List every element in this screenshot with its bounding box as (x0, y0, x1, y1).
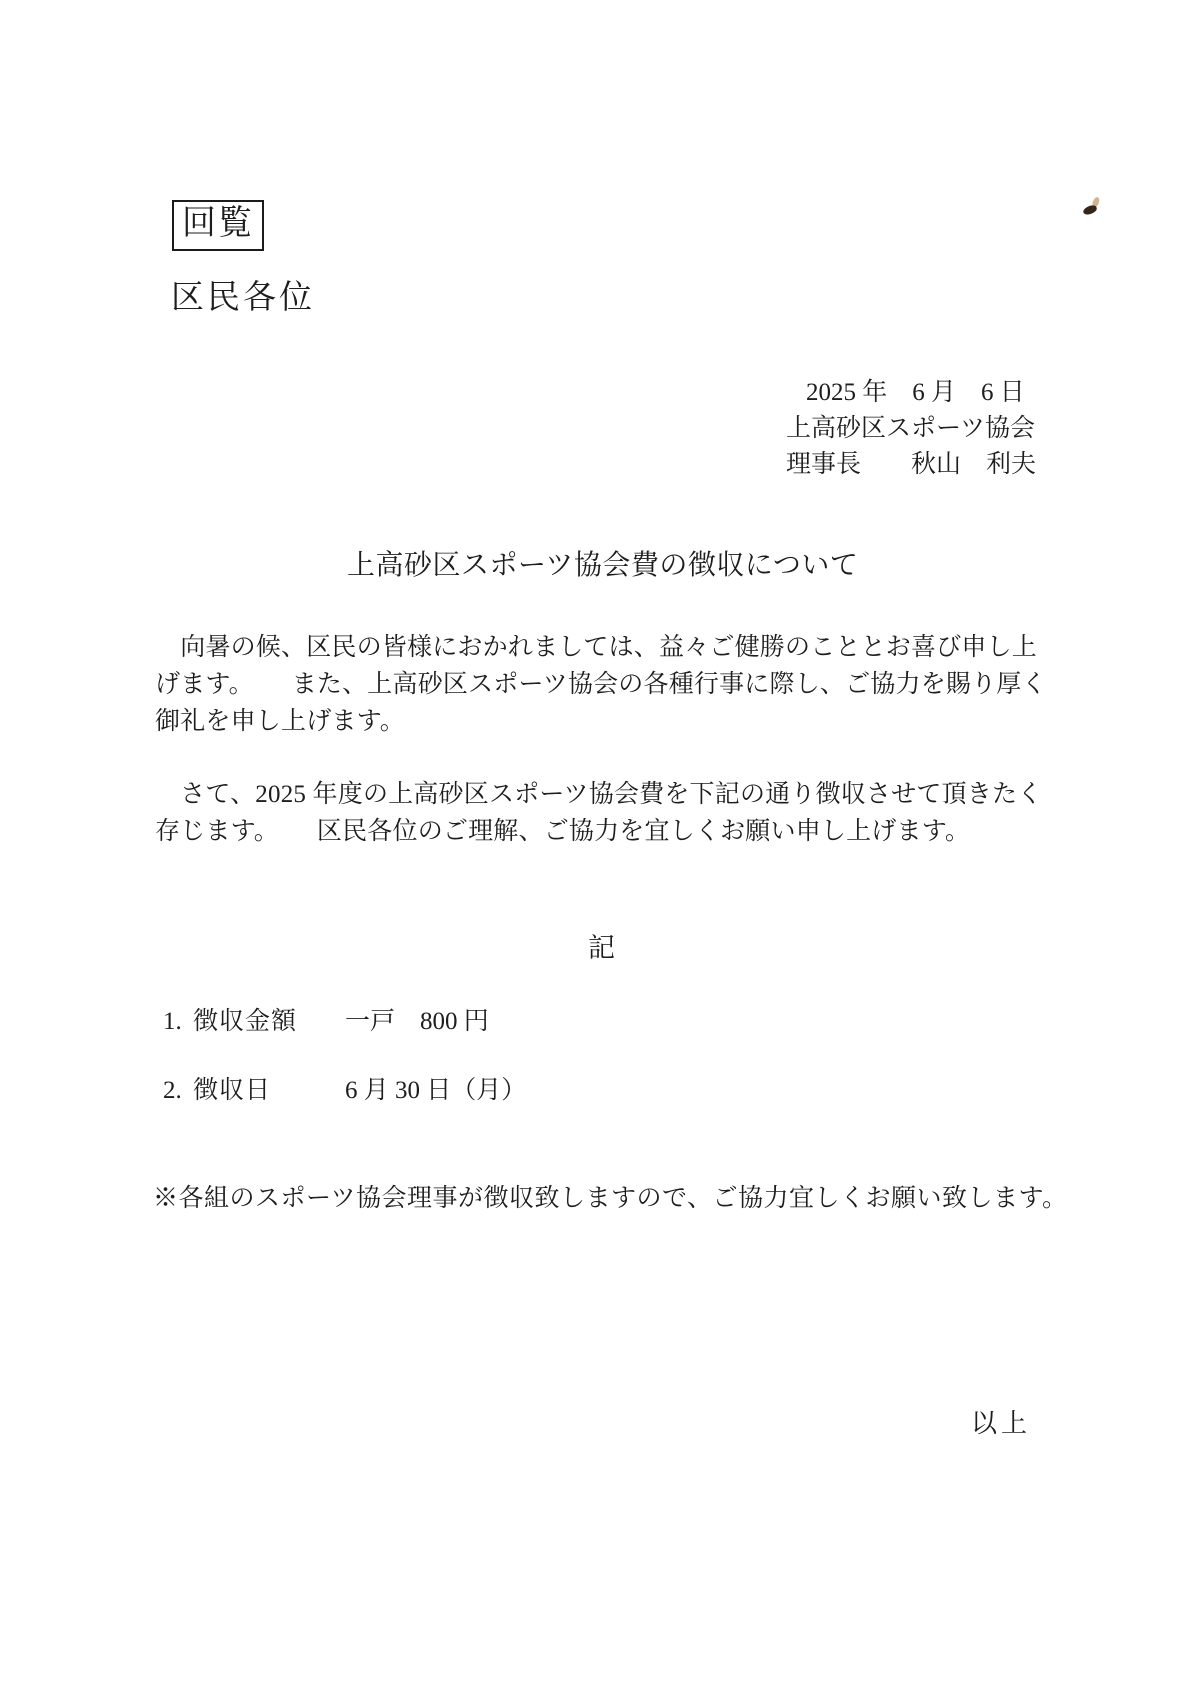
paragraph-request (155, 776, 1042, 850)
list-item-number: 1. (163, 1008, 182, 1035)
list-item-number: 2. (163, 1077, 182, 1104)
addressee: 区民各位 (171, 280, 315, 316)
note-line: ※各組のスポーツ協会理事が徴収致しますので、ご協力宜しくお願い致します。 (153, 1185, 1068, 1212)
list-item-label: 徴収金額 (193, 1008, 298, 1035)
paragraph-line: さて、2025 年度の上高砂区スポーツ協会費を下記の通り徴収させて頂きたく (155, 781, 1043, 808)
sender-person-line: 理事長 秋山 利夫 (786, 451, 1037, 478)
paragraph-line: 存じます。 区民各位のご理解、ご協力を宜しくお願い申し上げます。 (155, 818, 971, 845)
closing-label: 以上 (971, 1409, 1032, 1438)
document-title: 上高砂区スポーツ協会費の徴収について (347, 550, 859, 581)
sender-block (786, 375, 1036, 483)
list-item-value: 一戸 800 円 (345, 1008, 489, 1035)
paragraph-line: げます。 また、上高砂区スポーツ協会の各種行事に際し、ご協力を賜り厚く (155, 671, 1047, 698)
sender-org-line: 上高砂区スポーツ協会 (786, 415, 1036, 442)
paragraph-greeting (155, 629, 1047, 740)
kairan-stamp (172, 200, 264, 251)
date-line: 2025 年 6 月 6 日 (806, 379, 1025, 406)
scan-speck (1082, 204, 1098, 216)
kairan-label: 回覧 (182, 205, 254, 242)
ki-marker: 記 (588, 933, 615, 963)
list-item-label: 徴収日 (193, 1077, 272, 1104)
paragraph-line: 向暑の候、区民の皆様におかれましては、益々ご健勝のこととお喜び申し上 (155, 634, 1038, 661)
list-item-amount (163, 1001, 489, 1037)
paragraph-line: 御礼を申し上げます。 (155, 708, 406, 735)
list-item-value: 6 月 30 日（月） (345, 1077, 527, 1104)
list-item-date (163, 1070, 526, 1106)
